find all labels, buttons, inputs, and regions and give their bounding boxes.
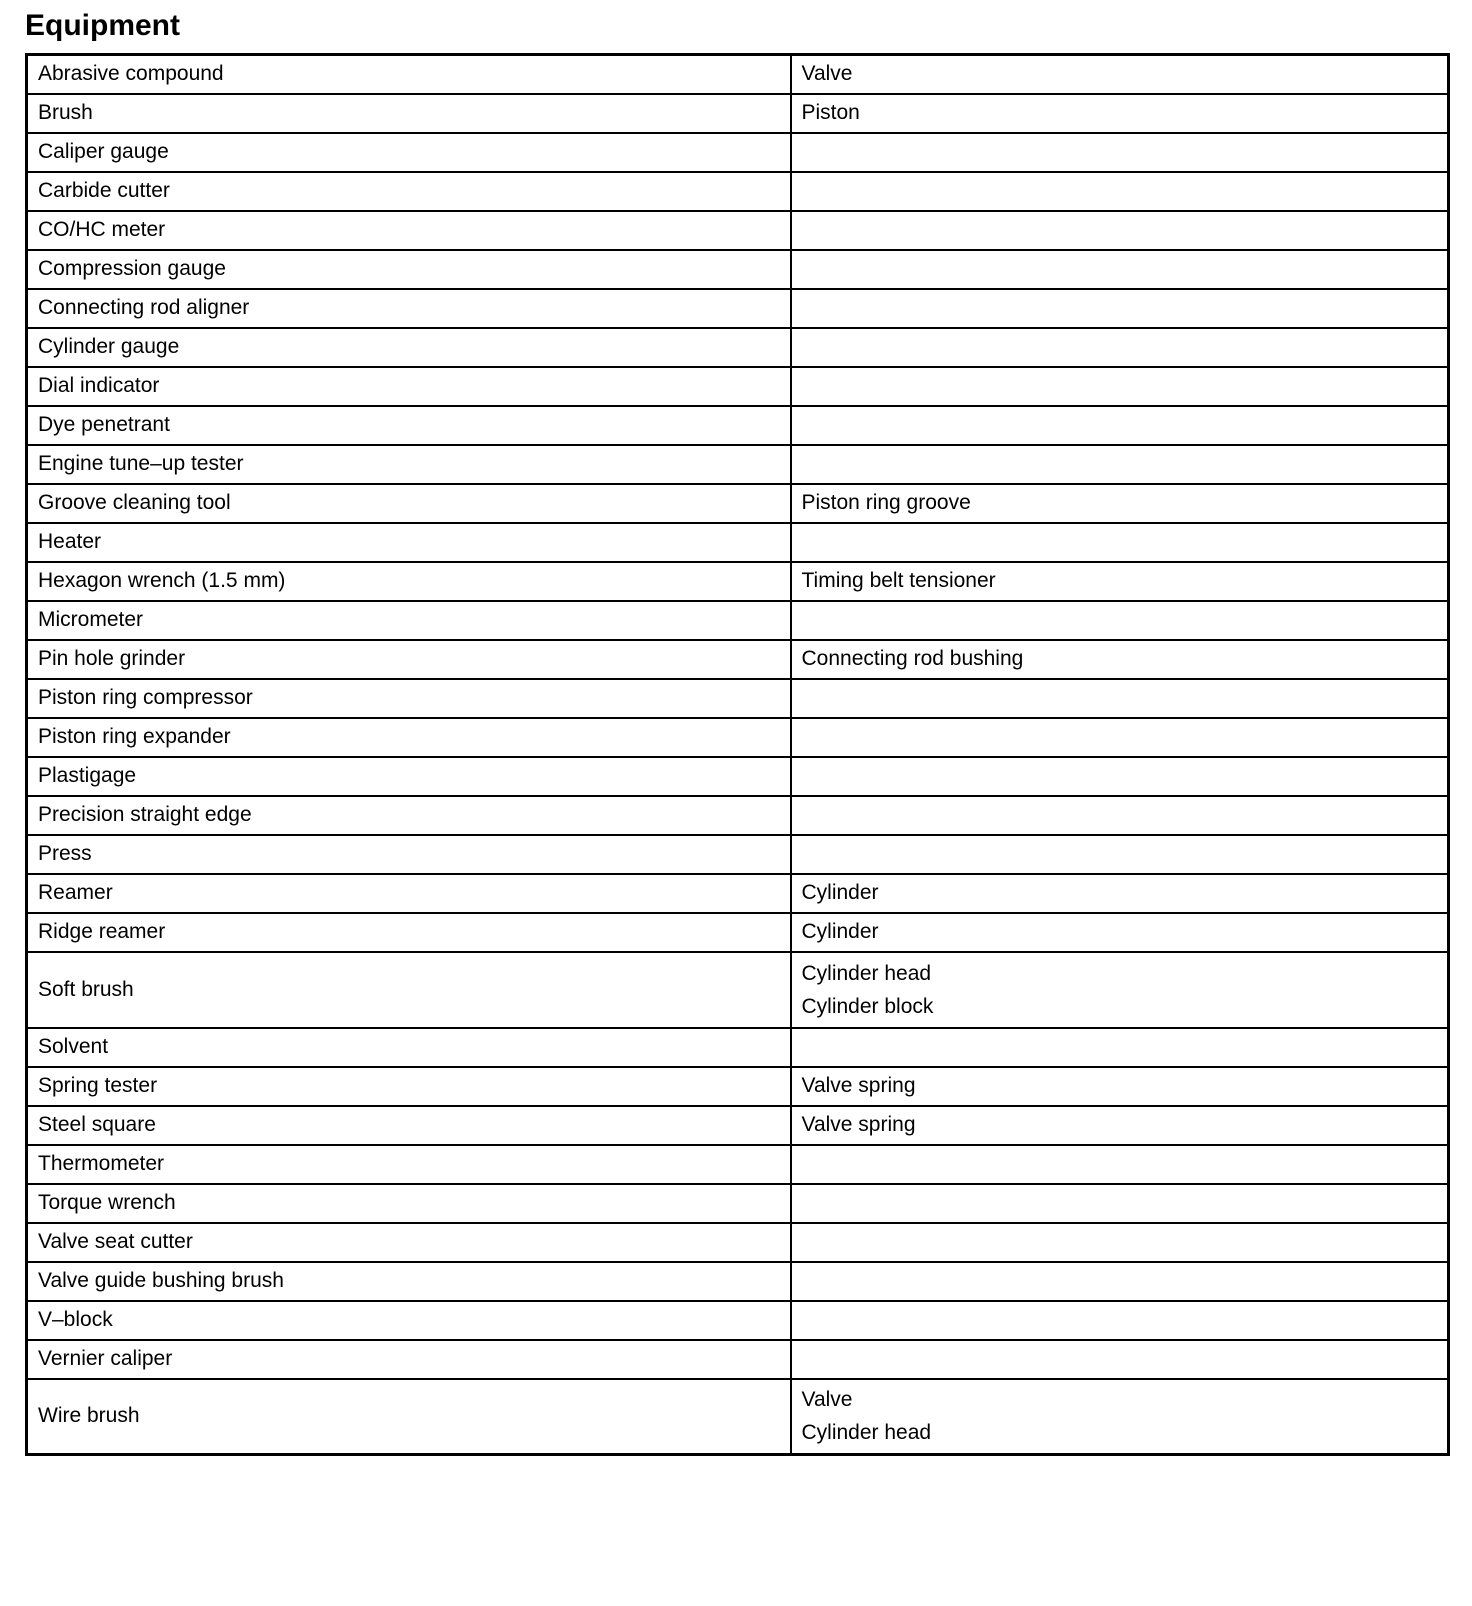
part-cell [791,1301,1449,1340]
part-cell [791,55,1449,94]
equipment-table [25,53,1450,1456]
equipment-table-body [27,55,1449,1455]
equipment-cell: Groove cleaning tool [27,484,791,523]
table-row [27,133,1449,172]
part-cell [791,1340,1449,1379]
part-cell [791,913,1449,952]
part-cell [791,523,1449,562]
equipment-cell: Ridge reamer [27,913,791,952]
part-cell [791,718,1449,757]
table-row [27,445,1449,484]
table-row [27,1223,1449,1262]
part-name: Cylinder head [801,1421,932,1445]
part-cell [791,679,1449,718]
table-row [27,1067,1449,1106]
equipment-cell: Compression gauge [27,250,791,289]
part-cell [791,1106,1449,1145]
table-row [27,640,1449,679]
equipment-cell: Spring tester [27,1067,791,1106]
equipment-cell: Connecting rod aligner [27,289,791,328]
table-row [27,562,1449,601]
table-row [27,55,1449,94]
table-row [27,484,1449,523]
equipment-cell: Micrometer [27,601,791,640]
equipment-cell: Reamer [27,874,791,913]
table-row [27,757,1449,796]
part-name: Cylinder [801,881,879,904]
table-row [27,601,1449,640]
equipment-cell: Heater [27,523,791,562]
table-row [27,874,1449,913]
equipment-cell: V–block [27,1301,791,1340]
equipment-cell: Piston ring expander [27,718,791,757]
part-cell [791,640,1449,679]
part-name: Valve [801,1388,853,1412]
part-cell [791,1379,1449,1455]
part-cell [791,133,1449,172]
table-row [27,172,1449,211]
part-name: Cylinder [801,920,879,943]
equipment-cell: Torque wrench [27,1184,791,1223]
equipment-cell: Engine tune–up tester [27,445,791,484]
part-cell [791,757,1449,796]
part-cell [791,484,1449,523]
equipment-cell: Piston ring compressor [27,679,791,718]
equipment-cell: Press [27,835,791,874]
table-row [27,211,1449,250]
part-cell [791,796,1449,835]
table-row [27,1106,1449,1145]
table-row [27,328,1449,367]
part-cell [791,328,1449,367]
table-row [27,952,1449,1028]
table-row [27,94,1449,133]
part-cell [791,211,1449,250]
equipment-cell: Solvent [27,1028,791,1067]
equipment-cell: Brush [27,94,791,133]
equipment-cell: Vernier caliper [27,1340,791,1379]
part-cell [791,562,1449,601]
table-row [27,718,1449,757]
part-name: Connecting rod bushing [801,647,1024,670]
equipment-cell: CO/HC meter [27,211,791,250]
equipment-cell: Hexagon wrench (1.5 mm) [27,562,791,601]
part-cell [791,367,1449,406]
equipment-cell: Dial indicator [27,367,791,406]
part-cell [791,1184,1449,1223]
table-row [27,1379,1449,1455]
equipment-cell: Soft brush [27,952,791,1028]
part-cell [791,835,1449,874]
table-row [27,796,1449,835]
part-cell [791,601,1449,640]
table-row [27,289,1449,328]
part-name: Valve [801,62,853,86]
equipment-cell: Dye penetrant [27,406,791,445]
table-row [27,367,1449,406]
part-cell [791,250,1449,289]
equipment-cell: Wire brush [27,1379,791,1455]
equipment-cell: Pin hole grinder [27,640,791,679]
equipment-cell: Precision straight edge [27,796,791,835]
table-row [27,1301,1449,1340]
part-name: Cylinder head [801,961,932,985]
page-title: Equipment [25,9,180,42]
equipment-cell: Carbide cutter [27,172,791,211]
table-row [27,1028,1449,1067]
part-name: Piston [801,101,860,124]
part-cell [791,289,1449,328]
table-row [27,1184,1449,1223]
equipment-cell: Valve guide bushing brush [27,1262,791,1301]
part-name: Valve spring [801,1113,916,1136]
equipment-cell: Valve seat cutter [27,1223,791,1262]
table-row [27,250,1449,289]
part-cell [791,874,1449,913]
table-row [27,1340,1449,1379]
part-cell [791,406,1449,445]
part-cell [791,1223,1449,1262]
part-cell [791,1262,1449,1301]
table-row [27,523,1449,562]
part-cell [791,94,1449,133]
part-cell [791,172,1449,211]
part-cell [791,1028,1449,1067]
table-row [27,1262,1449,1301]
table-row [27,835,1449,874]
equipment-cell: Plastigage [27,757,791,796]
table-row [27,679,1449,718]
part-name: Timing belt tensioner [801,569,996,592]
equipment-cell: Caliper gauge [27,133,791,172]
part-cell [791,445,1449,484]
part-cell [791,1145,1449,1184]
equipment-cell: Steel square [27,1106,791,1145]
part-cell [791,952,1449,1028]
part-cell [791,1067,1449,1106]
part-name: Valve spring [801,1074,916,1097]
part-name: Piston ring groove [801,491,971,514]
table-row [27,913,1449,952]
part-name: Cylinder block [801,994,934,1018]
equipment-cell: Cylinder gauge [27,328,791,367]
equipment-cell: Thermometer [27,1145,791,1184]
table-row [27,1145,1449,1184]
table-row [27,406,1449,445]
equipment-cell: Abrasive compound [27,55,791,94]
